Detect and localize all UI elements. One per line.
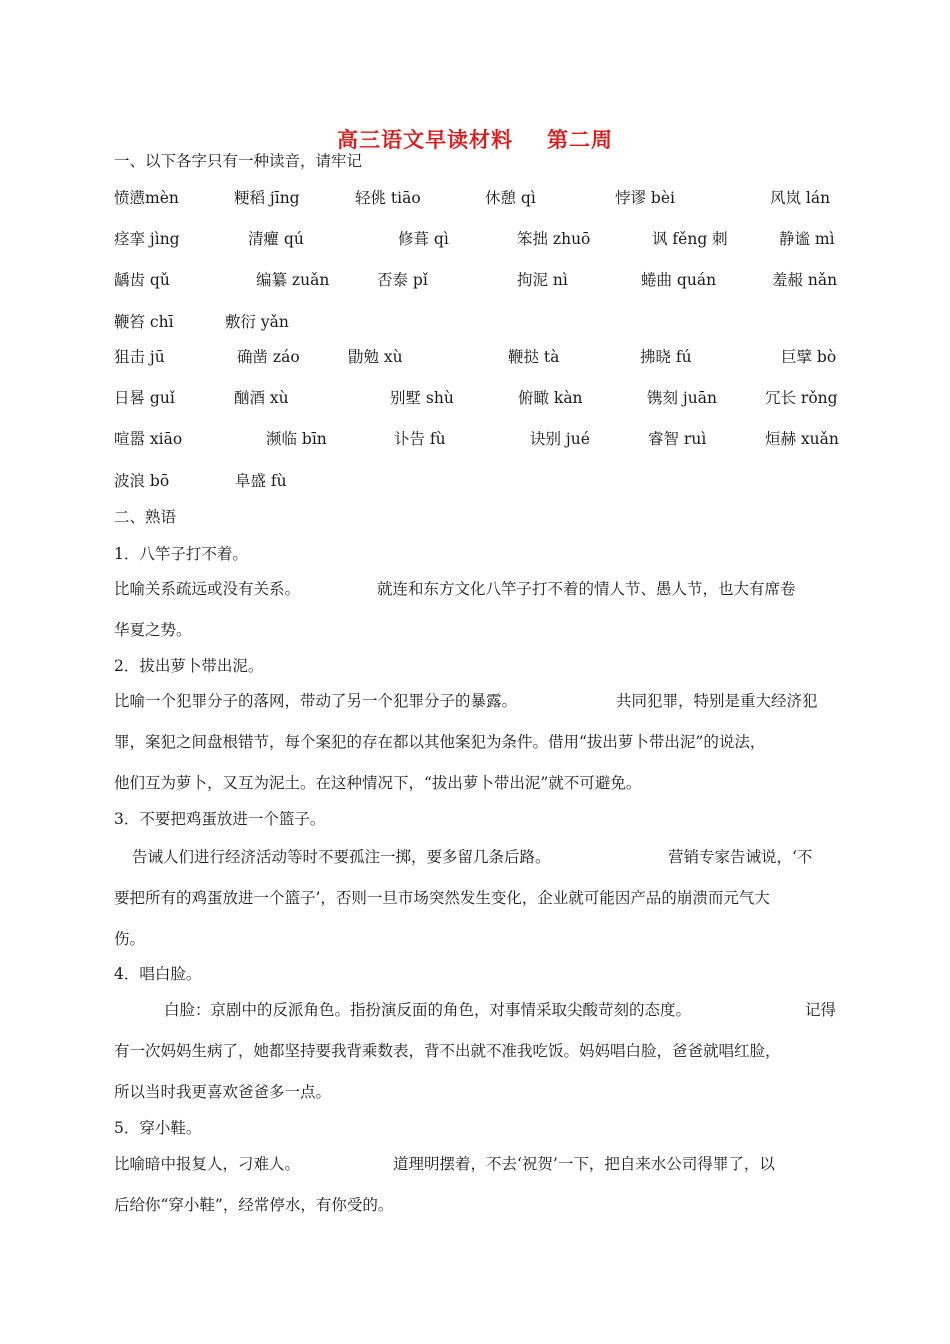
word-item: 愤懑mèn [114,189,179,207]
section1-heading: 一、以下各字只有一种读音，请牢记 [114,152,363,170]
word-item: 酗酒 xù [234,389,289,407]
word-item: 否泰 pǐ [377,271,428,289]
idiom-definition: 比喻关系疏远或没有关系。 [114,580,301,598]
title-main: 高三语文早读材料 [337,127,513,152]
word-item: 轻佻 tiāo [355,189,421,207]
word-item: 俯瞰 kàn [518,389,583,407]
word-item: 拂晓 fú [640,348,692,366]
idiom-term: 4．唱白脸。 [114,965,202,983]
title-week: 第二周 [547,127,613,152]
idiom-definition: 告诫人们进行经济活动等时不要孤注一掷，要多留几条后路。 [132,848,551,866]
word-item: 痉挛 jìng [114,230,180,248]
word-item: 龋齿 qǔ [114,271,170,289]
idiom-line: 所以当时我更喜欢爸爸多一点。 [114,1083,332,1101]
idiom-line [114,690,818,712]
idiom-line: 华夏之势。 [114,621,192,639]
word-item: 喧嚣 xiāo [114,430,183,448]
word-item: 确凿 záo [237,348,300,366]
idiom-line: 罪，案犯之间盘根错节，每个案犯的存在都以其他案犯为条件。借用“拔出萝卜带出泥”的说法， [114,733,766,751]
word-item: 风岚 lán [770,189,831,207]
word-item: 编纂 zuǎn [256,271,330,289]
idiom-term: 1．八竿子打不着。 [114,545,248,563]
word-item: 修葺 qì [398,230,449,248]
word-item: 拘泥 nì [517,271,568,289]
idiom-line: 要把所有的鸡蛋放进一个篮子’，否则一旦市场突然发生变化，企业就可能因产品的崩溃而元气大 [114,889,770,907]
idiom-example: 就连和东方文化八竿子打不着的情人节、愚人节，也大有席卷 [377,580,796,598]
word-item: 粳稻 jīng [234,189,300,207]
idiom-definition: 比喻暗中报复人，刁难人。 [114,1155,301,1173]
word-item: 日晷 guǐ [114,389,175,407]
idiom-term: 2．拔出萝卜带出泥。 [114,657,264,675]
word-item: 阜盛 fù [235,472,287,490]
word-item: 冗长 rǒng [765,389,838,407]
word-item: 狙击 jū [114,348,165,366]
word-item: 镌刻 juān [647,389,717,407]
word-item: 诀别 jué [530,430,590,448]
word-item: 别墅 shù [390,389,454,407]
idiom-line: 他们互为萝卜，又互为泥土。在这种情况下，“拔出萝卜带出泥”就不可避免。 [114,774,642,792]
idiom-definition: 白脸：京剧中的反派角色。指扮演反面的角色，对事情采取尖酸苛刻的态度。 [164,1001,692,1019]
word-item: 鞭挞 tà [508,348,560,366]
word-item: 波浪 bō [114,472,170,490]
idiom-line: 有一次妈妈生病了，她都坚持要我背乘数表，背不出就不准我吃饭。妈妈唱白脸，爸爸就唱红脸， [114,1042,781,1060]
word-item: 勖勉 xù [348,348,403,366]
word-item: 讣告 fù [394,430,446,448]
word-item: 蜷曲 quán [641,271,717,289]
section2-heading: 二、熟语 [114,508,177,526]
word-item: 讽 fěng 刺 [652,230,728,248]
word-item: 羞赧 nǎn [772,271,838,289]
word-item: 烜赫 xuǎn [765,430,839,448]
word-item: 敷衍 yǎn [225,313,289,331]
idiom-line [132,846,812,868]
word-item: 濒临 bīn [266,430,327,448]
idiom-example: 道理明摆着，不去‘祝贺’一下，把自来水公司得罪了，以 [393,1155,775,1173]
word-item: 静谧 mì [779,230,835,248]
idiom-example: 共同犯罪，特别是重大经济犯 [616,692,818,710]
idiom-line [114,578,796,600]
word-item: 鞭笞 chī [114,313,174,331]
idiom-term: 3．不要把鸡蛋放进一个篮子。 [114,810,326,828]
idiom-term: 5．穿小鞋。 [114,1119,202,1137]
word-item: 巨擘 bò [781,348,837,366]
idiom-example: 记得 [805,1001,837,1019]
idiom-line [164,999,836,1021]
idiom-line: 后给你“穿小鞋”，经常停水，有你受的。 [114,1196,394,1214]
idiom-example: 营销专家告诫说，‘不 [668,848,813,866]
word-item: 休憩 qì [485,189,536,207]
word-item: 清癯 qú [248,230,304,248]
idiom-line [114,1153,775,1175]
idiom-line: 伤。 [114,930,146,948]
idiom-definition: 比喻一个犯罪分子的落网，带动了另一个犯罪分子的暴露。 [114,692,518,710]
word-item: 笨拙 zhuō [517,230,591,248]
word-item: 睿智 ruì [648,430,707,448]
word-item: 悖谬 bèi [615,189,675,207]
